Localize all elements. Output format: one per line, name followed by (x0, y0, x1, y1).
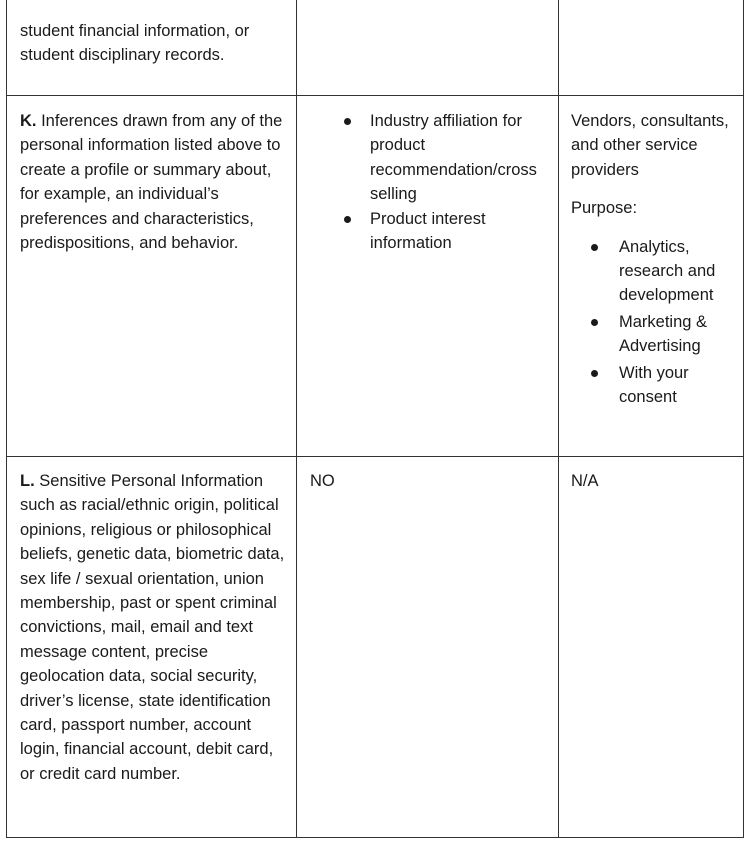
list-item-text: Industry affiliation for product recommendation/cross selling (370, 112, 537, 204)
category-label: L. (20, 472, 35, 490)
table-row (7, 0, 743, 96)
sources-cell (297, 96, 559, 456)
list-item-text: Product interest information (370, 209, 486, 253)
list-item (571, 310, 739, 359)
disclosure-cell (559, 457, 743, 838)
sources-list (310, 109, 550, 255)
bullet-icon (591, 319, 598, 326)
category-text: Sensitive Personal Information such as racial/ethnic origin, political opinions, religious or philosophical beliefs, genetic data, biometric data, sex life / sexual orientation, union membership, past or spent criminal convictions, mail, email and text message content, precise geolocation data, social security, driver’s license, state identification card, passport number, account login, financial account, debit card, or credit card number. (20, 472, 285, 783)
purpose-list (571, 235, 739, 410)
bullet-icon (591, 370, 598, 377)
bullet-icon (344, 216, 351, 223)
disclosure-cell (559, 0, 743, 95)
purpose-label: Purpose: (571, 199, 638, 218)
category-text: student financial information, or student disciplinary records. (20, 22, 250, 65)
list-item (310, 109, 550, 207)
list-item (571, 235, 739, 308)
category-cell (7, 0, 297, 95)
disclosure-text: Vendors, consultants, and other service providers (571, 112, 729, 179)
category-cell (7, 457, 297, 838)
list-item-text: Marketing & Advertising (619, 312, 708, 356)
disclosure-text: N/A (571, 472, 599, 490)
list-item (310, 207, 550, 256)
table-row (7, 96, 743, 457)
category-text: Inferences drawn from any of the personal information listed above to create a profile or summary about, for example, an individual’s preferences and characteristics, predispositions, and behavior. (20, 112, 283, 253)
list-item (571, 361, 739, 410)
table-row (7, 457, 743, 838)
disclosure-cell (559, 96, 743, 456)
bullet-icon (591, 244, 598, 251)
sources-cell (297, 457, 559, 838)
sources-text: NO (310, 472, 335, 490)
bullet-icon (344, 118, 351, 125)
category-label: K. (20, 112, 37, 130)
category-cell (7, 96, 297, 456)
privacy-category-table (6, 0, 744, 838)
list-item-text: Analytics, research and development (619, 237, 716, 305)
sources-cell (297, 0, 559, 95)
list-item-text: With your consent (619, 363, 689, 407)
